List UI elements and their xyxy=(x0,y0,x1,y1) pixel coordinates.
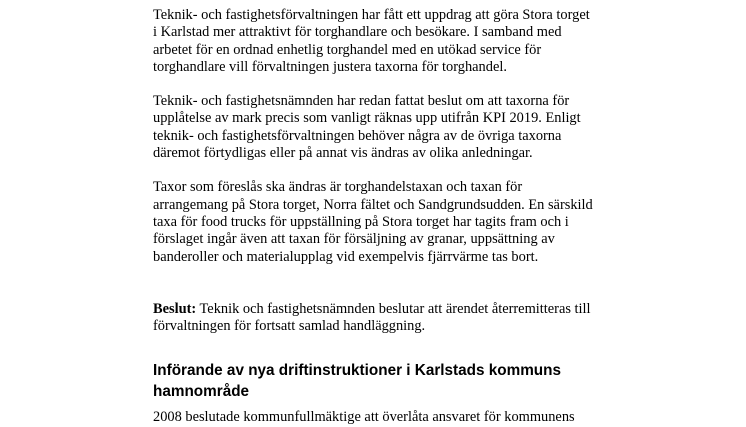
paragraph-line: upplåtelse av mark precis som vanligt räknas upp utifrån KPI 2019. Enligt xyxy=(153,110,581,127)
paragraph-line: Teknik- och fastighetsnämnden har redan fattat beslut om att taxorna för xyxy=(153,93,570,110)
paragraph-line: däremot förtydligas eller på annat vis ändras av olika anledningar. xyxy=(153,145,533,162)
decision-text: Teknik och fastighetsnämnden beslutar att ärendet återremitteras till xyxy=(196,300,591,317)
decision-line xyxy=(153,301,623,318)
paragraph-line: Taxor som föreslås ska ändras är torghandelstaxan och taxan för xyxy=(153,179,523,196)
heading-line: Införande av nya driftinstruktioner i Karlstads kommuns xyxy=(153,362,562,380)
paragraph-line: teknik- och fastighetsförvaltningen behöver några av de övriga taxorna xyxy=(153,127,562,144)
section-heading xyxy=(153,361,623,402)
paragraph-line: arrangemang på Stora torget, Norra fältet och Sandgrundsudden. En särskild xyxy=(153,196,593,213)
paragraph-line: arbetet för en ordnad enhetlig torghandel med en utökad service för xyxy=(153,41,542,58)
paragraph-line: förslaget ingår även att taxan för försäljning av granar, uppsättning av xyxy=(153,231,555,248)
paragraph-1 xyxy=(153,7,623,76)
decision-label: Beslut: xyxy=(153,300,197,317)
paragraph-line: Teknik- och fastighetsförvaltningen har fått ett uppdrag att göra Stora torget xyxy=(153,7,590,23)
paragraph-3 xyxy=(153,179,623,265)
cutoff-paragraph: 2008 beslutade kommunfullmäktige att överlåta ansvaret för kommunens xyxy=(153,409,575,426)
heading-line: hamnområde xyxy=(153,382,250,400)
decision-paragraph xyxy=(153,301,623,336)
paragraph-line: torghandlare vill förvaltningen justera taxorna för torghandel. xyxy=(153,58,507,75)
paragraph-line: i Karlstad mer attraktivt för torghandlare och besökare. I samband med xyxy=(153,24,562,41)
paragraph-2 xyxy=(153,93,623,162)
paragraph-line: banderoller och materialupplag vid exempelvis fjärrvärme tas bort. xyxy=(153,248,539,265)
decision-line: förvaltningen för fortsatt samlad handläggning. xyxy=(153,318,426,335)
document-page xyxy=(153,7,623,427)
paragraph-line: taxa för food trucks för uppställning på Stora torget har tagits fram och i xyxy=(153,213,569,230)
